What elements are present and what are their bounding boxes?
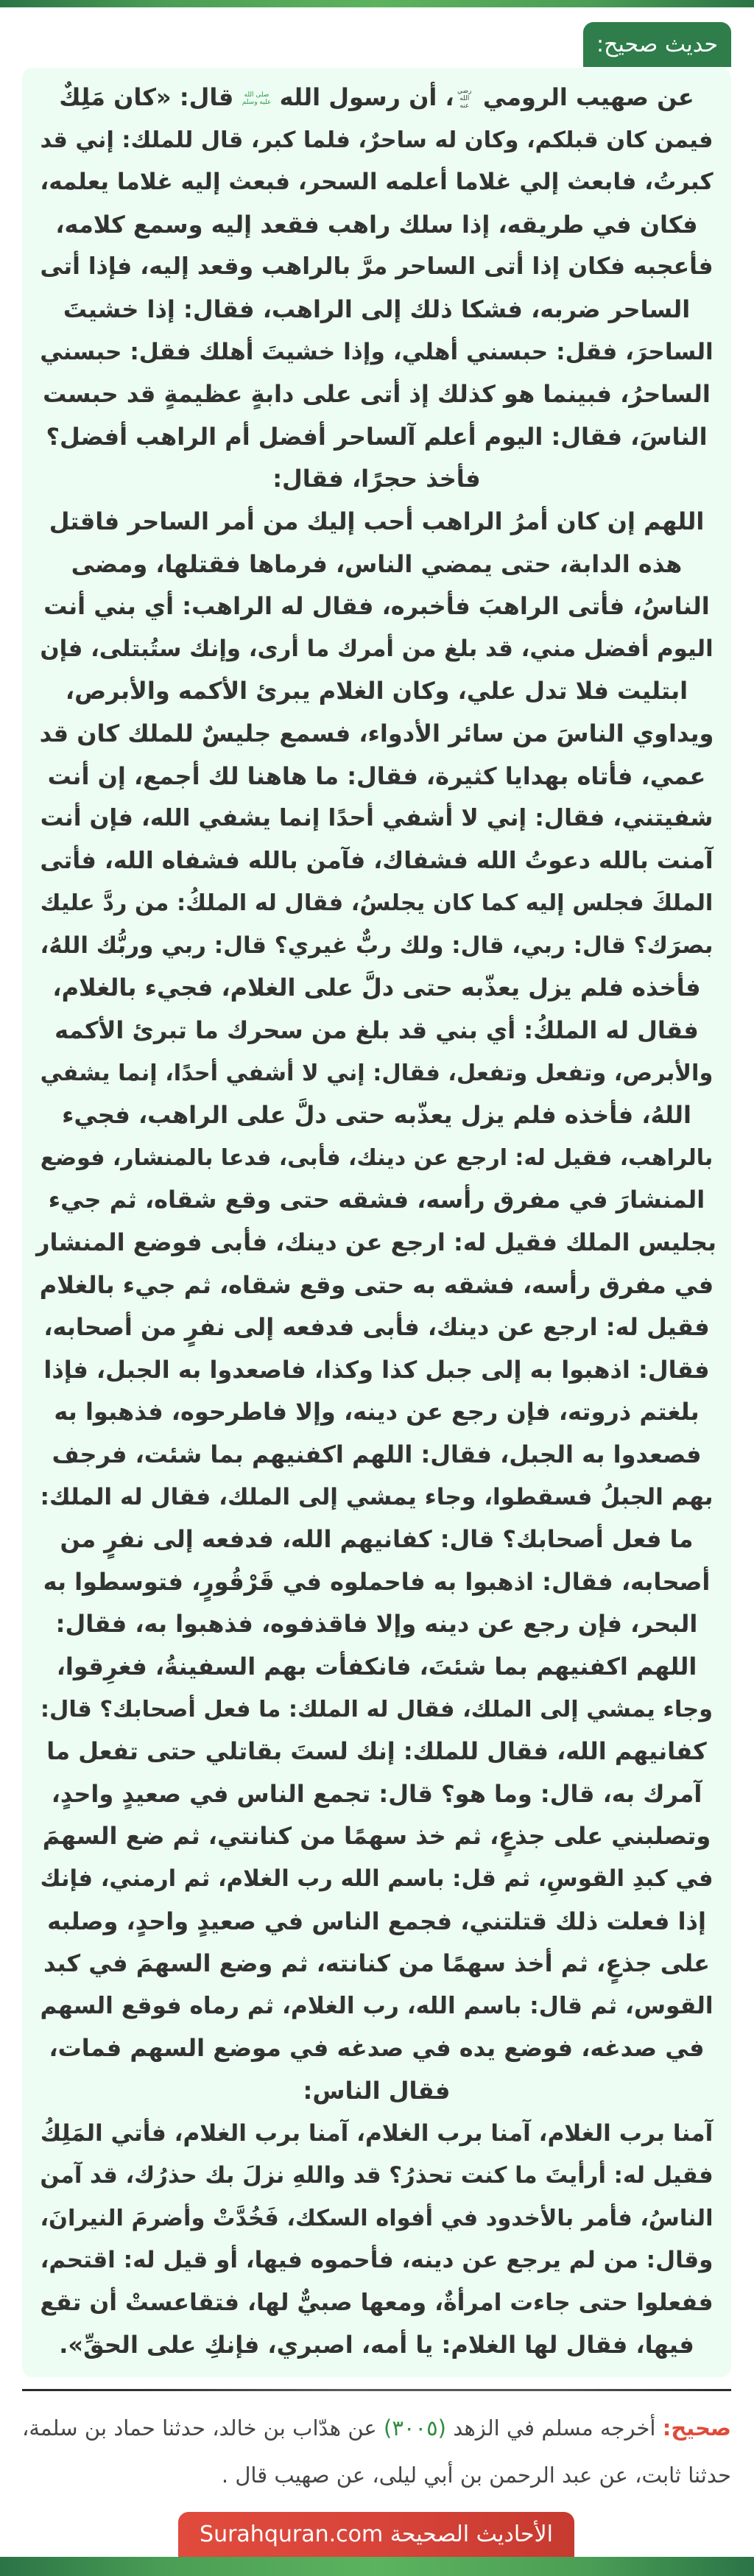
hadith-line: اللهم اكفنيهم بما شئتَ، فانكفأت بهم السفينةُ، فغرِقوا، (56, 1652, 697, 1681)
hadith-line-segment: عن صهيب الرومي (482, 83, 694, 111)
hadith-line: الناسَ، فقال: اليوم أعلم آلساحر أفضل أم الراهب أفضل؟ (46, 422, 708, 451)
hadith-line: في مفرق رأسه، فشقه به حتى وقع شقاه، ثم جيء بالغلام (39, 1270, 714, 1299)
bottom-accent-bar (0, 2557, 754, 2576)
salawat-icon: صلى الله عليه وسلم (242, 91, 272, 106)
hadith-line: فقيل له: أرأيتَ ما كنت تحذرُ؟ قد واللهِ نزلَ بك حذرُك، قد آمن (40, 2163, 714, 2189)
hadith-line: كفانيهم الله، فقال للملك: إنك لستَ بقاتلي حتى تفعل ما (46, 1737, 707, 1766)
hadith-line: في صدغه، فوضع يده في صدغه في موضع السهم فمات، (49, 2034, 705, 2063)
hadith-line: آمنت بالله دعوتُ الله فشفاك، فآمن بالله فشفاه الله، فأتى (40, 847, 714, 874)
hadith-line: الساحر ضربه، فشكا ذلك إلى الراهب، فقال: إذا خشيتَ (63, 295, 691, 323)
hadith-line-segment: ، أن رسول الله (279, 83, 454, 111)
reference-number: (٣٠٠٥) (384, 2415, 446, 2441)
badge-row (22, 22, 731, 67)
hadith-line: البحر، فإن رجع عن دينه وإلا فاقذفوه، فذهبوا به، فقال: (55, 1610, 698, 1639)
hadith-line: أصحابه، فقال: اذهبوا به فاحملوه في قَرْقُورٍ، فتوسطوا به (43, 1567, 711, 1596)
hadith-line: وجاء يمشي إلى الملك، فقال له الملك: ما فعل أصحابك؟ قال: (40, 1696, 714, 1722)
hadith-line: فأخذه فلم يزل يعذّبه حتى دلَّ على الغلام، فجيء بالغلام، (52, 974, 701, 1002)
hadith-line: بصرَك؟ قال: ربي، قال: ولك ربٌّ غيري؟ قال: ربي وربُّك اللهُ، (40, 932, 714, 959)
hadith-line: بجليس الملك فقيل له: ارجع عن دينك، فأبى فوضع المنشار (36, 1228, 716, 1257)
hadith-line: فقيل له: ارجع عن دينك، فأبى فدفعه إلى نفرٍ من أصحابه، (43, 1313, 710, 1342)
page-content (0, 22, 754, 2499)
hadith-line: آمرك به، قال: وما هو؟ قال: تجمع الناس في صعيدٍ واحدٍ، (51, 1779, 702, 1808)
source-text: عن هدّاب بن خالد، حدثنا حماد بن سلمة، حدثنا ثابت، عن عبد الرحمن بن أبي ليلى، عن صهيب قال . (22, 2415, 731, 2488)
source-text: أخرجه مسلم في الزهد (453, 2415, 656, 2441)
hadith-line: الناسُ، فأمر بالأخدود في أفواه السكك، فَخُدَّتْ وأضرمَ النيرانَ، (40, 2205, 714, 2231)
hadith-line: الملكَ فجلس إليه كما كان يجلسُ، فقال له الملكُ: من ردَّ عليك (40, 890, 714, 917)
hadith-source-note (22, 2404, 731, 2499)
hadith-line: ويداوي الناسَ من سائر الأدواء، فسمع جليسٌ للملك كان قد (39, 719, 714, 747)
hadith-line: شفيتني، فقال: إني لا أشفي أحدًا إنما يشفي الله، فإن أنت (40, 805, 714, 832)
hadith-line: فقال له الملكُ: أي بني قد بلغ من سحرك ما تبرئ الأكمه (54, 1016, 699, 1045)
hadith-line: آمنا برب الغلام، آمنا برب الغلام، آمنا برب الغلام، فأتي المَلِكُ (40, 2119, 714, 2147)
hadith-line: ابتليت فلا تدل علي، وكان الغلام يبرئ الأكمه والأبرص، (65, 677, 688, 705)
hadith-line: ففعلوا حتى جاءت امرأةٌ، ومعها صبيٌّ لها، فتقاعستْ أن تقع (40, 2289, 714, 2316)
hadith-line: والأبرص، وتفعل وتفعل، فقال: إني لا أشفي أحدًا، إنما يشفي (40, 1060, 714, 1086)
hadith-line: فصعدوا به الجبل، فقال: اللهم اكفنيهم بما شئت، فرجف (52, 1440, 702, 1468)
hadith-line: هذه الدابة، حتى يمضي الناس، فرماها فقتلها، ومضى (71, 549, 683, 578)
site-link-button[interactable]: الأحاديث الصحيحة Surahquran.com (178, 2512, 574, 2557)
hadith-line: على جذعٍ، ثم أخذ سهمًا من كنانته، ثم وضع السهمَ في كبد (43, 1949, 711, 1978)
hadith-line: بهم الجبلُ فسقطوا، وجاء يمشي إلى الملك، فقال له الملك: (40, 1483, 714, 1510)
hadith-text-box (22, 68, 731, 2377)
hadith-line: فقال: اذهبوا به إلى جبل كذا وكذا، فاصعدوا به الجبل، فإذا (43, 1355, 710, 1384)
hadith-line: بلغتم ذروته، فإن رجع عن دينه، وإلا فاطرحوه، فذهبوا به (54, 1398, 700, 1426)
hadith-line: كبرتُ، فابعث إلي غلاما أعلمه السحر، فبعث إليه غلاما يعلمه، (40, 169, 714, 196)
hadith-line: القوس، ثم قال: باسم الله، رب الغلام، ثم رماه فوقع السهم (40, 1992, 714, 2019)
hadith-line: فكان في طريقه، إذا سلك راهب فقعد إليه وسمع كلامه، (55, 210, 698, 239)
top-accent-bar (0, 0, 754, 7)
hadith-grade-badge: حديث صحيح: (583, 22, 731, 67)
hadith-line: الساحرُ، فبينما هو كذلك إذ أتى على دابةٍ عظيمةٍ قد حبست (43, 380, 711, 409)
hadith-line: في كبدِ القوسِ، ثم قل: باسم الله رب الغلام، ثم ارمني، فإنك (40, 1865, 714, 1892)
hadith-line: بالراهب، فقيل له: ارجع عن دينك، فأبى، فدعا بالمنشار، فوضع (40, 1144, 714, 1171)
hadith-line: اللهم إن كان أمرُ الراهب أحب إليك من أمر الساحر فاقتل (49, 507, 705, 535)
hadith-line: اللهُ، فأخذه فلم يزل يعذّبه حتى دلَّ على الراهب، فجيء (62, 1101, 691, 1130)
hadith-line: ما فعل أصحابك؟ قال: كفانيهم الله، فدفعه إلى نفرٍ من (60, 1525, 694, 1554)
hadith-line: فيها، فقال لها الغلام: يا أمه، اصبري، فإنكِ على الحقِّ». (59, 2331, 694, 2359)
hadith-line: إذا فعلت ذلك قتلتني، فجمع الناس في صعيدٍ واحدٍ، وصلبه (47, 1907, 706, 1935)
hadith-line: فأخذ حجرًا، فقال: (272, 465, 481, 493)
hadith-line-segment: قال: «كان مَلِكٌ (59, 83, 234, 111)
hadith-line: الساحرَ، فقل: حبسني أهلي، وإذا خشيتَ أهلك فقل: حبسني (40, 338, 714, 365)
hadith-line: الناسُ، فأتى الراهبَ فأخبره، فقال له الراهب: أي بني أنت (43, 592, 710, 621)
hadith-line: فقال الناس: (303, 2076, 451, 2105)
hadith-line: عمي، فأتاه بهدايا كثيرة، فقال: ما هاهنا لك أجمع، إن أنت (47, 761, 706, 790)
section-divider (22, 2389, 731, 2391)
grade-label: صحيح: (662, 2415, 732, 2441)
hadith-line (37, 77, 716, 119)
hadith-line: وتصلبني على جذعٍ، ثم خذ سهمًا من كنانتي، ثم ضع السهمَ (42, 1822, 711, 1851)
hadith-line: وقال: من لم يرجع عن دينه، فأحموه فيها، أو قيل له: اقتحم، (40, 2247, 714, 2274)
hadith-line: فأعجبه فكان إذا أتى الساحر مرَّ بالراهب وقعد إليه، فإذا أتى (40, 253, 714, 281)
hadith-line: اليوم أفضل مني، قد بلغ من أمرك ما أرى، وإنك ستُبتلى، فإن (40, 635, 714, 662)
hadith-line: فيمن كان قبلكم، وكان له ساحرٌ، فلما كبر، قال للملك: إني قد (40, 127, 714, 153)
hadith-line: المنشارَ في مفرق رأسه، فشقه حتى وقع شقاه، ثم جيء (48, 1186, 705, 1214)
radi-allahu-anhu-icon: رضي الله عنه (457, 88, 472, 110)
